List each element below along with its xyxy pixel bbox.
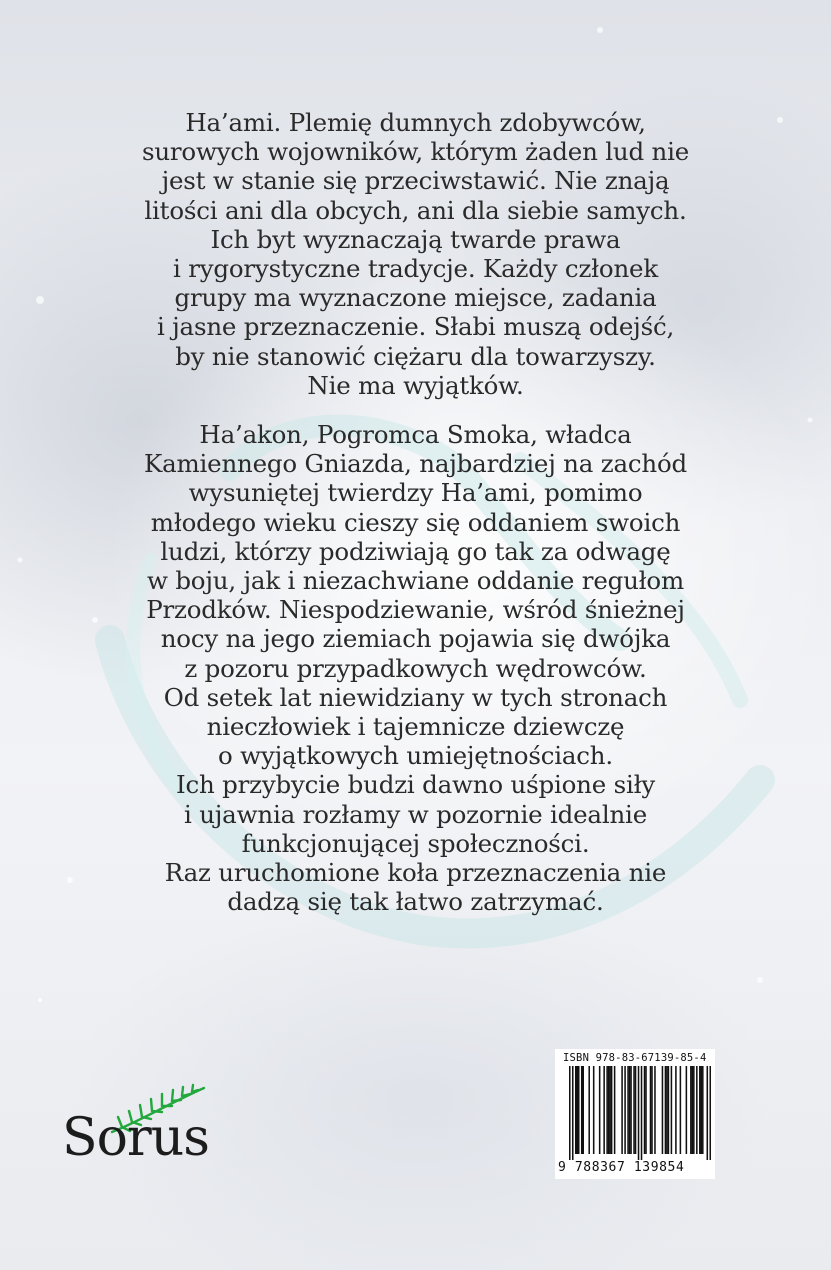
blurb-line: z pozoru przypadkowych wędrowców. xyxy=(184,653,647,683)
barcode-bar xyxy=(693,1066,695,1154)
blurb-line: i rygorystyczne tradycje. Każdy członek xyxy=(173,254,658,284)
barcode-bar xyxy=(680,1066,682,1154)
barcode-bar xyxy=(621,1066,623,1154)
barcode-bar xyxy=(641,1066,643,1160)
barcode-bar xyxy=(635,1066,637,1154)
barcode-bar xyxy=(692,1066,694,1154)
isbn-barcode xyxy=(555,1049,715,1179)
blurb-line: by nie stanowić ciężaru dla towarzyszy. xyxy=(175,341,656,371)
barcode-bar xyxy=(701,1066,703,1154)
barcode-bar xyxy=(581,1066,583,1154)
blurb-line: Od setek lat niewidziany w tych stronach xyxy=(163,682,668,712)
barcode-bar xyxy=(675,1066,677,1154)
blurb-line: nocy na jego ziemiach pojawia się dwójka xyxy=(160,624,671,654)
blurb-line: Ha’akon, Pogromca Smoka, władca xyxy=(199,420,632,450)
blurb-line: litości ani dla obcych, ani dla siebie samych. xyxy=(144,195,687,225)
barcode-bar xyxy=(606,1066,608,1154)
blurb-line: surowych wojowników, którym żaden lud nie xyxy=(141,137,690,167)
barcode-bar xyxy=(645,1066,647,1154)
barcode-bar xyxy=(624,1066,626,1154)
blurb-line: jest w stanie się przeciwstawić. Nie znają xyxy=(161,166,670,196)
blurb-line: Raz uruchomione koła przeznaczenia nie xyxy=(164,858,667,888)
barcode-bar xyxy=(578,1066,580,1154)
barcode-bar xyxy=(644,1066,646,1154)
barcode-bar xyxy=(638,1066,640,1160)
barcode-bar xyxy=(614,1066,616,1154)
barcode-bar xyxy=(588,1066,590,1154)
publisher-name: Sorus xyxy=(62,1108,209,1168)
barcode-bar xyxy=(699,1066,701,1154)
blurb-line: funkcjonującej społeczności. xyxy=(241,828,590,858)
barcode-bar xyxy=(633,1066,635,1154)
barcode-bar xyxy=(702,1066,704,1154)
barcode-bar xyxy=(608,1066,610,1154)
barcode-bar xyxy=(593,1066,595,1154)
barcode-bar xyxy=(599,1066,601,1154)
blurb-line: ludzi, którzy podziwiają go tak za odwagę xyxy=(160,536,671,566)
blurb-line: i ujawnia rozłamy w pozornie idealnie xyxy=(183,799,647,829)
barcode-bar xyxy=(686,1066,688,1154)
blurb-line: Przodków. Niespodziewanie, wśród śnieżnej xyxy=(146,595,685,625)
blurb-line: i jasne przeznaczenie. Słabi muszą odejść, xyxy=(156,312,675,342)
blurb-line: grupy ma wyznaczone miejsce, zadania xyxy=(174,283,657,313)
blurb-paragraph-1 xyxy=(60,108,771,400)
back-cover-blurb xyxy=(60,108,771,916)
blurb-line: o wyjątkowych umiejętnościach. xyxy=(218,741,613,771)
barcode-bar xyxy=(651,1066,653,1154)
blurb-line: dadzą się tak łatwo zatrzymać. xyxy=(227,887,604,917)
ean-digits: 9 788367 139854 xyxy=(558,1160,685,1175)
barcode-bar xyxy=(662,1066,664,1154)
barcode-bar xyxy=(609,1066,611,1154)
blurb-line: Ich przybycie budzi dawno uśpione siły xyxy=(175,770,655,800)
blurb-line: Ich byt wyznaczają twarde prawa xyxy=(210,224,621,254)
barcode-bar xyxy=(611,1066,613,1154)
blurb-line: młodego wieku cieszy się oddaniem swoich xyxy=(150,507,681,537)
barcode-bar xyxy=(666,1066,668,1154)
barcode-bar xyxy=(575,1066,577,1154)
barcode-bar xyxy=(629,1066,631,1154)
blurb-line: Nie ma wyjątków. xyxy=(307,370,524,400)
barcode-bar xyxy=(569,1066,571,1160)
blurb-line: Ha’ami. Plemię dumnych zdobywców, xyxy=(185,108,646,137)
barcode-bar xyxy=(668,1066,670,1154)
barcode-bar xyxy=(572,1066,574,1160)
barcode-bar xyxy=(696,1066,698,1154)
barcode-bar xyxy=(707,1066,709,1160)
barcode-bar xyxy=(654,1066,656,1154)
barcode-bar xyxy=(665,1066,667,1154)
barcode-bars xyxy=(569,1066,711,1160)
barcode-bar xyxy=(603,1066,605,1154)
barcode-bar xyxy=(630,1066,632,1154)
barcode-bar xyxy=(671,1066,673,1154)
blurb-line: nieczłowiek i tajemnicze dziewczę xyxy=(206,712,625,742)
barcode-bar xyxy=(710,1066,711,1160)
barcode-bar xyxy=(650,1066,652,1154)
blurb-line: Kamiennego Gniazda, najbardziej na zachód xyxy=(143,449,688,479)
barcode-bar xyxy=(576,1066,578,1154)
isbn-label: ISBN 978-83-67139-85-4 xyxy=(563,1052,707,1064)
barcode-bar xyxy=(627,1066,629,1154)
publisher-logo xyxy=(62,1082,212,1172)
blurb-paragraph-2 xyxy=(60,420,771,916)
barcode-bar xyxy=(582,1066,584,1154)
blurb-line: w boju, jak i niezachwiane oddanie regułom xyxy=(146,566,685,596)
barcode-bar xyxy=(690,1066,692,1154)
blurb-line: wysuniętej twierdzy Ha’ami, pomimo xyxy=(188,478,643,508)
